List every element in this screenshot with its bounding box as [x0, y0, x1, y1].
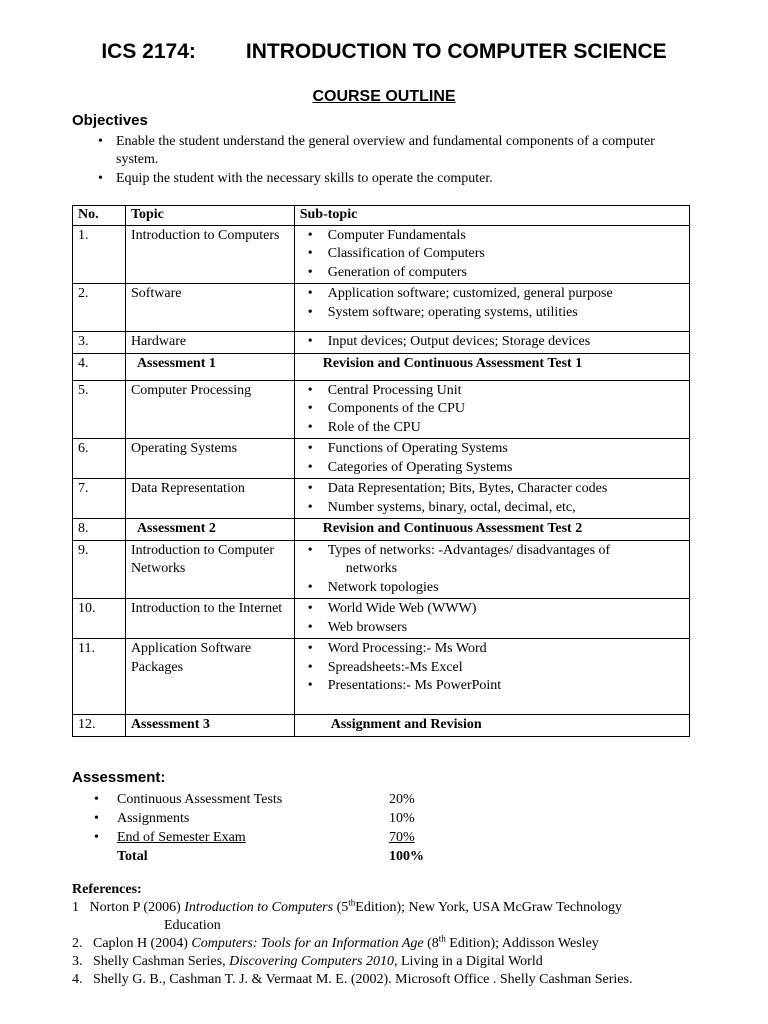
assessment-label: Continuous Assessment Tests [117, 792, 283, 807]
row-number: 2. [73, 284, 126, 332]
reference-superscript: th [438, 933, 446, 944]
row-assessment-text: Revision and Continuous Assessment Test 1 [294, 353, 689, 380]
reference-continuation: Education [164, 918, 221, 933]
row-number: 10. [73, 599, 126, 639]
assessment-heading: Assessment: [72, 769, 166, 786]
total-label: Total [117, 849, 148, 864]
assessment-label: End of Semester Exam [117, 830, 246, 845]
row-topic: Assessment 3 [125, 715, 294, 737]
subtopic-item: • Application software; customized, general purpose [300, 285, 684, 304]
row-number: 8. [73, 519, 126, 541]
bullet-icon: • [94, 811, 99, 826]
reference-number: 2. [72, 936, 83, 951]
row-topic: Computer Processing [125, 380, 294, 439]
table-row [73, 225, 690, 284]
table-row [73, 479, 690, 519]
row-subtopics [294, 599, 689, 639]
subtopic-item: • System software; operating systems, utilities [300, 304, 684, 323]
assessment-value: 10% [389, 811, 415, 826]
table-row [73, 599, 690, 639]
subtopic-item: • Word Processing:- Ms Word [300, 640, 684, 659]
subtopic-item: • Generation of computers [300, 264, 684, 283]
table-row-assessment [73, 715, 690, 737]
row-assessment-text: Assignment and Revision [294, 715, 689, 737]
reference-item [72, 899, 712, 917]
table-row-assessment [73, 519, 690, 541]
reference-item [72, 935, 712, 953]
subtopic-item: • Functions of Operating Systems [300, 440, 684, 459]
row-subtopics [294, 639, 689, 715]
row-topic: Data Representation [125, 479, 294, 519]
reference-number: 3. [72, 954, 83, 969]
row-topic: Software [125, 284, 294, 332]
header-subtopic: Sub-topic [294, 206, 689, 226]
objective-item: • Equip the student with the necessary skills to operate the computer. [94, 170, 694, 188]
row-number: 4. [73, 353, 126, 380]
row-subtopics [294, 225, 689, 284]
table-header-row [73, 206, 690, 226]
reference-edition: (8 [423, 936, 439, 951]
row-topic: Introduction to the Internet [125, 599, 294, 639]
header-topic: Topic [125, 206, 294, 226]
course-code: ICS 2174: [101, 40, 196, 63]
reference-publisher: , Living in a Digital World [394, 954, 543, 969]
objectives-heading: Objectives [72, 112, 148, 129]
row-number: 11. [73, 639, 126, 715]
row-topic: Introduction to Computer Networks [125, 540, 294, 599]
subtopic-continuation: networks [345, 561, 398, 576]
bullet-icon: • [94, 830, 99, 845]
objectives-list [94, 133, 694, 189]
table-row [73, 639, 690, 715]
total-value: 100% [389, 849, 424, 864]
table-row-assessment [73, 353, 690, 380]
subtopic-item: • Input devices; Output devices; Storage devices [300, 333, 684, 352]
row-number: 5. [73, 380, 126, 439]
subtopic-item: • Number systems, binary, octal, decimal, etc, [300, 499, 684, 518]
row-subtopics [294, 439, 689, 479]
reference-publisher: Edition); Addisson Wesley [445, 936, 599, 951]
course-title-line [0, 40, 768, 64]
reference-item [72, 953, 712, 971]
table-row [73, 380, 690, 439]
row-assessment-text: Revision and Continuous Assessment Test 2 [294, 519, 689, 541]
assessment-value: 70% [389, 830, 415, 845]
reference-title: Introduction to Computers [184, 900, 334, 915]
row-subtopics [294, 380, 689, 439]
row-subtopics [294, 479, 689, 519]
reference-title: Discovering Computers 2010 [229, 954, 394, 969]
subtopic-item: • Role of the CPU [300, 419, 684, 438]
subtopic-item: • Computer Fundamentals [300, 227, 684, 246]
reference-publisher: Edition); New York, USA McGraw Technology [355, 900, 622, 915]
objective-item: • Enable the student understand the general overview and fundamental components of a computer system. [94, 133, 694, 169]
reference-superscript: th [348, 897, 356, 908]
row-number: 12. [73, 715, 126, 737]
row-topic: Application Software Packages [125, 639, 294, 715]
reference-item [72, 971, 712, 989]
reference-title: Computers: Tools for an Information Age [191, 936, 424, 951]
row-subtopics [294, 332, 689, 354]
header-no: No. [73, 206, 126, 226]
row-subtopics [294, 284, 689, 332]
subtopic-item: • Network topologies [300, 579, 684, 598]
row-subtopics [294, 540, 689, 599]
course-outline-table [72, 205, 690, 737]
reference-text: Shelly G. B., Cashman T. J. & Vermaat M. E. (2002). Microsoft Office . Shelly Cashman Series. [93, 972, 633, 987]
row-number: 7. [73, 479, 126, 519]
course-outline-heading: COURSE OUTLINE [312, 88, 456, 105]
table-row [73, 332, 690, 354]
row-topic: Assessment 1 [125, 353, 294, 380]
row-number: 6. [73, 439, 126, 479]
subtopic-item: • Categories of Operating Systems [300, 459, 684, 478]
references-heading: References: [72, 882, 142, 897]
table-row [73, 284, 690, 332]
bullet-icon: • [94, 792, 99, 807]
subtopic-item: • Spreadsheets:-Ms Excel [300, 659, 684, 678]
subtopic-item: • World Wide Web (WWW) [300, 600, 684, 619]
assessment-label: Assignments [117, 811, 190, 826]
reference-number: 4. [72, 972, 83, 987]
subtopic-item: • Data Representation; Bits, Bytes, Character codes [300, 480, 684, 499]
subtopic-item: • Components of the CPU [300, 400, 684, 419]
subtopic-item: • Central Processing Unit [300, 382, 684, 401]
references-section [72, 881, 712, 989]
row-topic: Operating Systems [125, 439, 294, 479]
reference-author: Caplon H (2004) [93, 936, 192, 951]
row-topic: Assessment 2 [125, 519, 294, 541]
row-topic: Hardware [125, 332, 294, 354]
subtopic-item: • Presentations:- Ms PowerPoint [300, 677, 684, 696]
assessment-value: 20% [389, 792, 415, 807]
table-row [73, 439, 690, 479]
row-number: 1. [73, 225, 126, 284]
subtopic-item: • Types of networks: -Advantages/ disadvantages of [300, 542, 684, 561]
reference-edition: (5 [333, 900, 349, 915]
course-title: INTRODUCTION TO COMPUTER SCIENCE [245, 40, 667, 63]
reference-number: 1 [72, 900, 79, 915]
row-number: 3. [73, 332, 126, 354]
subtopic-item: • Web browsers [300, 619, 684, 638]
reference-author: Norton P (2006) [89, 900, 185, 915]
row-topic: Introduction to Computers [125, 225, 294, 284]
row-number: 9. [73, 540, 126, 599]
reference-author: Shelly Cashman Series, [93, 954, 230, 969]
subtopic-item: • Classification of Computers [300, 245, 684, 264]
table-row [73, 540, 690, 599]
